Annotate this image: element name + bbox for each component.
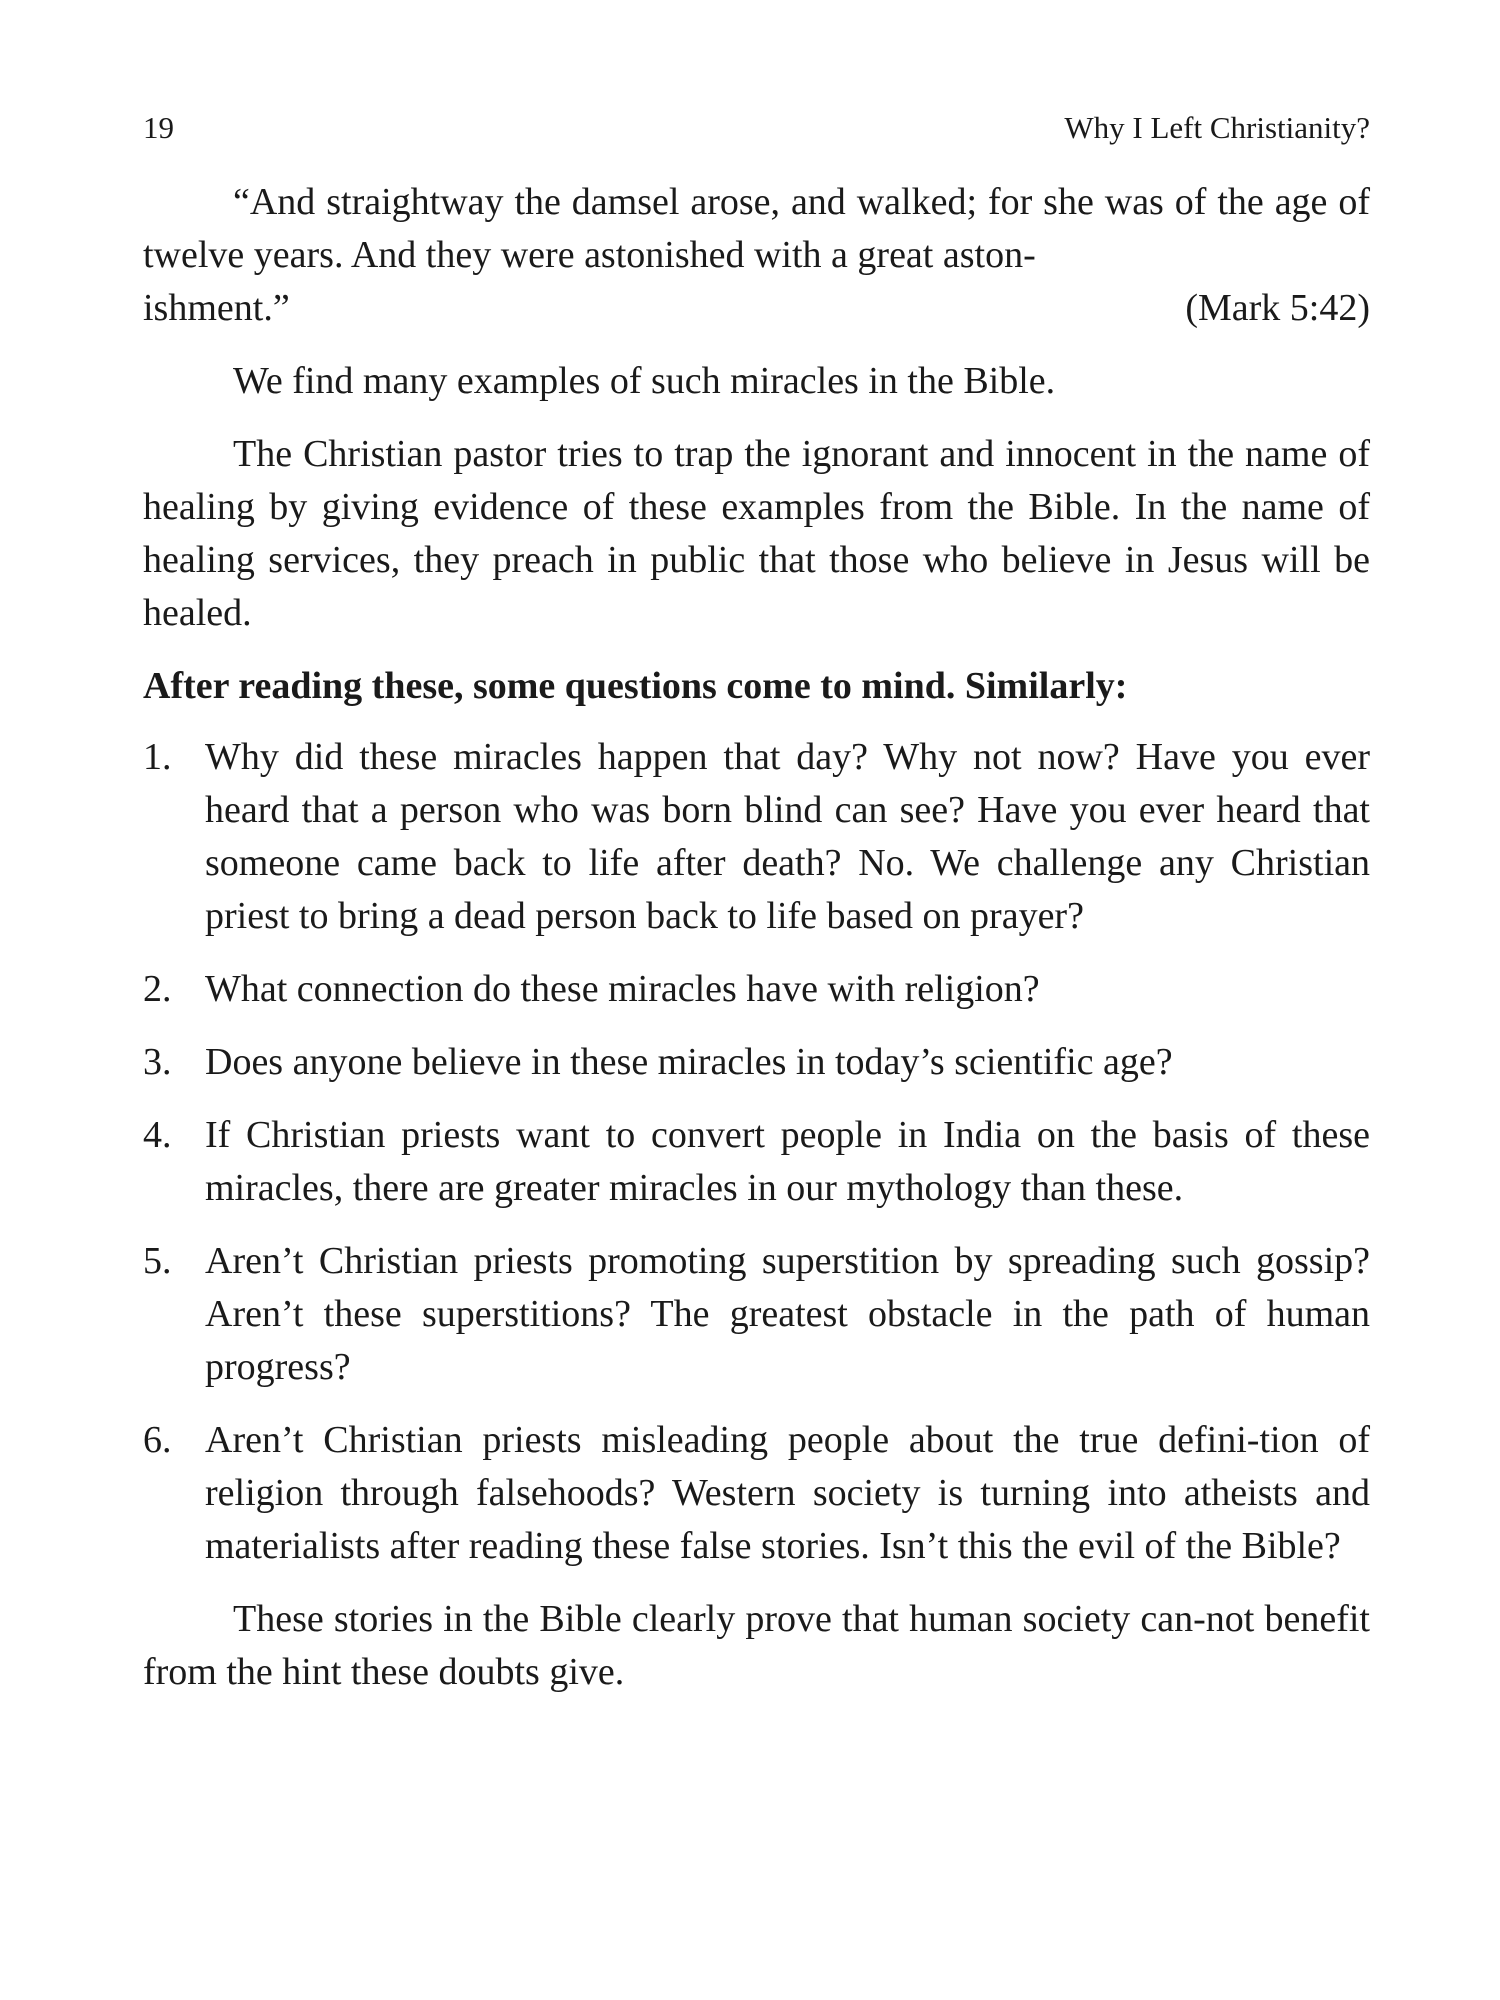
list-item-number: 1. bbox=[143, 736, 172, 778]
list-item-text: Aren’t Christian priests promoting superstition by spreading such gossip? Aren’t these superstitions? The greatest obstacle in the path of human progress? bbox=[205, 1240, 1370, 1388]
quote-text: “And straightway the damsel arose, and walked; for she was of the age of twelve years. And they were astonished with a great aston- bbox=[143, 181, 1370, 276]
body-text bbox=[143, 176, 1370, 1699]
list-item-text: If Christian priests want to convert people in India on the basis of these miracles, there are greater miracles in our mythology than these. bbox=[205, 1114, 1370, 1209]
closing-paragraph: These stories in the Bible clearly prove that human society can-not benefit from the hint these doubts give. bbox=[143, 1598, 1370, 1693]
list-item bbox=[143, 731, 1370, 943]
list-item-number: 6. bbox=[143, 1419, 172, 1461]
list-item-text: What connection do these miracles have with religion? bbox=[205, 968, 1040, 1010]
section-heading: After reading these, some questions come to mind. Similarly: bbox=[143, 665, 1128, 707]
list-item bbox=[143, 1036, 1370, 1089]
list-item bbox=[143, 1414, 1370, 1573]
list-item-text: Does anyone believe in these miracles in today’s scientific age? bbox=[205, 1041, 1173, 1083]
page-number: 19 bbox=[143, 110, 174, 145]
list-item bbox=[143, 963, 1370, 1016]
questions-list bbox=[143, 731, 1370, 1573]
list-item bbox=[143, 1235, 1370, 1394]
list-item bbox=[143, 1109, 1370, 1215]
paragraph-pastor: The Christian pastor tries to trap the ignorant and innocent in the name of healing by giving evidence of these examples from the Bible. In the name of healing services, they preach in public that those who believe in Jesus will be healed. bbox=[143, 433, 1370, 634]
list-item-number: 5. bbox=[143, 1240, 172, 1282]
quote-last-line bbox=[143, 282, 1370, 335]
list-item-number: 2. bbox=[143, 968, 172, 1010]
list-item-number: 4. bbox=[143, 1114, 172, 1156]
quote-reference: (Mark 5:42) bbox=[1185, 287, 1370, 329]
paragraph-examples: We find many examples of such miracles in the Bible. bbox=[233, 360, 1056, 402]
running-title: Why I Left Christianity? bbox=[1064, 110, 1370, 145]
list-item-text: Aren’t Christian priests misleading people about the true defini-tion of religion through falsehoods? Western society is turning into atheists and materialists after reading these false stories. Isn’t this the evil of the Bible? bbox=[205, 1419, 1370, 1567]
list-item-text: Why did these miracles happen that day? Why not now? Have you ever heard that a person who was born blind can see? Have you ever heard that someone came back to life after death? No. We challenge any Christian priest to bring a dead person back to life based on prayer? bbox=[205, 736, 1370, 937]
quote-last-line-text: ishment.” bbox=[143, 287, 290, 329]
bible-quote bbox=[143, 176, 1370, 335]
running-head bbox=[143, 108, 1370, 148]
list-item-number: 3. bbox=[143, 1041, 172, 1083]
